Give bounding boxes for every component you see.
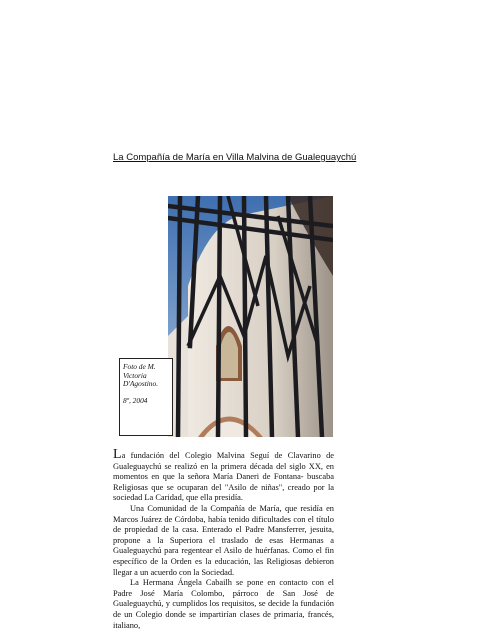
paragraph: Una Comunidad de la Compañía de María, que residía en Marcos Juárez de Córdoba, había tenido dificultades con el título de propiedad de la casa. Enterado el Padre Mansferrer, jesuita, propone a la Superiora el traslado de esas Hermanas a Gualeguaychú para regentear el Asilo de huérfanas. Como el fin específico de la Orden es la educación, las Religiosas debieron llegar a un acuerdo con la Sociedad. [113, 503, 334, 577]
caption-line: Victoria [123, 370, 147, 380]
paragraph-text: a fundación del Colegio Malvina Seguí de Clavarino de Gualeguaychú se realizó en la primera década del siglo XX, en momentos en que la señora María Daneri de Fontana- buscaba Religiosas que se ocuparan del "Asilo de niñas", creado por la sociedad La Caridad, que ella presidía. [113, 451, 334, 503]
drop-cap: L [113, 447, 122, 462]
caption-date: 8º, 2004 [123, 395, 148, 405]
page-title: La Compañía de María en Villa Malvina de Gualeguaychú [113, 152, 357, 163]
caption-line: D'Agostino. [123, 379, 159, 389]
church-gate-photo [168, 196, 333, 437]
caption-line: Foto de M. [123, 362, 156, 371]
photo-caption [119, 358, 173, 436]
paragraph: La Hermana Ángela Cabailh se pone en contacto con el Padre José María Colombo, párroco de San José de Gualeguaychú, y cumplidos los requisitos, se decide la fundación de un Colegio donde se impartirían clases de primaria, francés, italiano, [113, 578, 334, 630]
paragraph [113, 447, 334, 504]
body-text [113, 447, 334, 631]
